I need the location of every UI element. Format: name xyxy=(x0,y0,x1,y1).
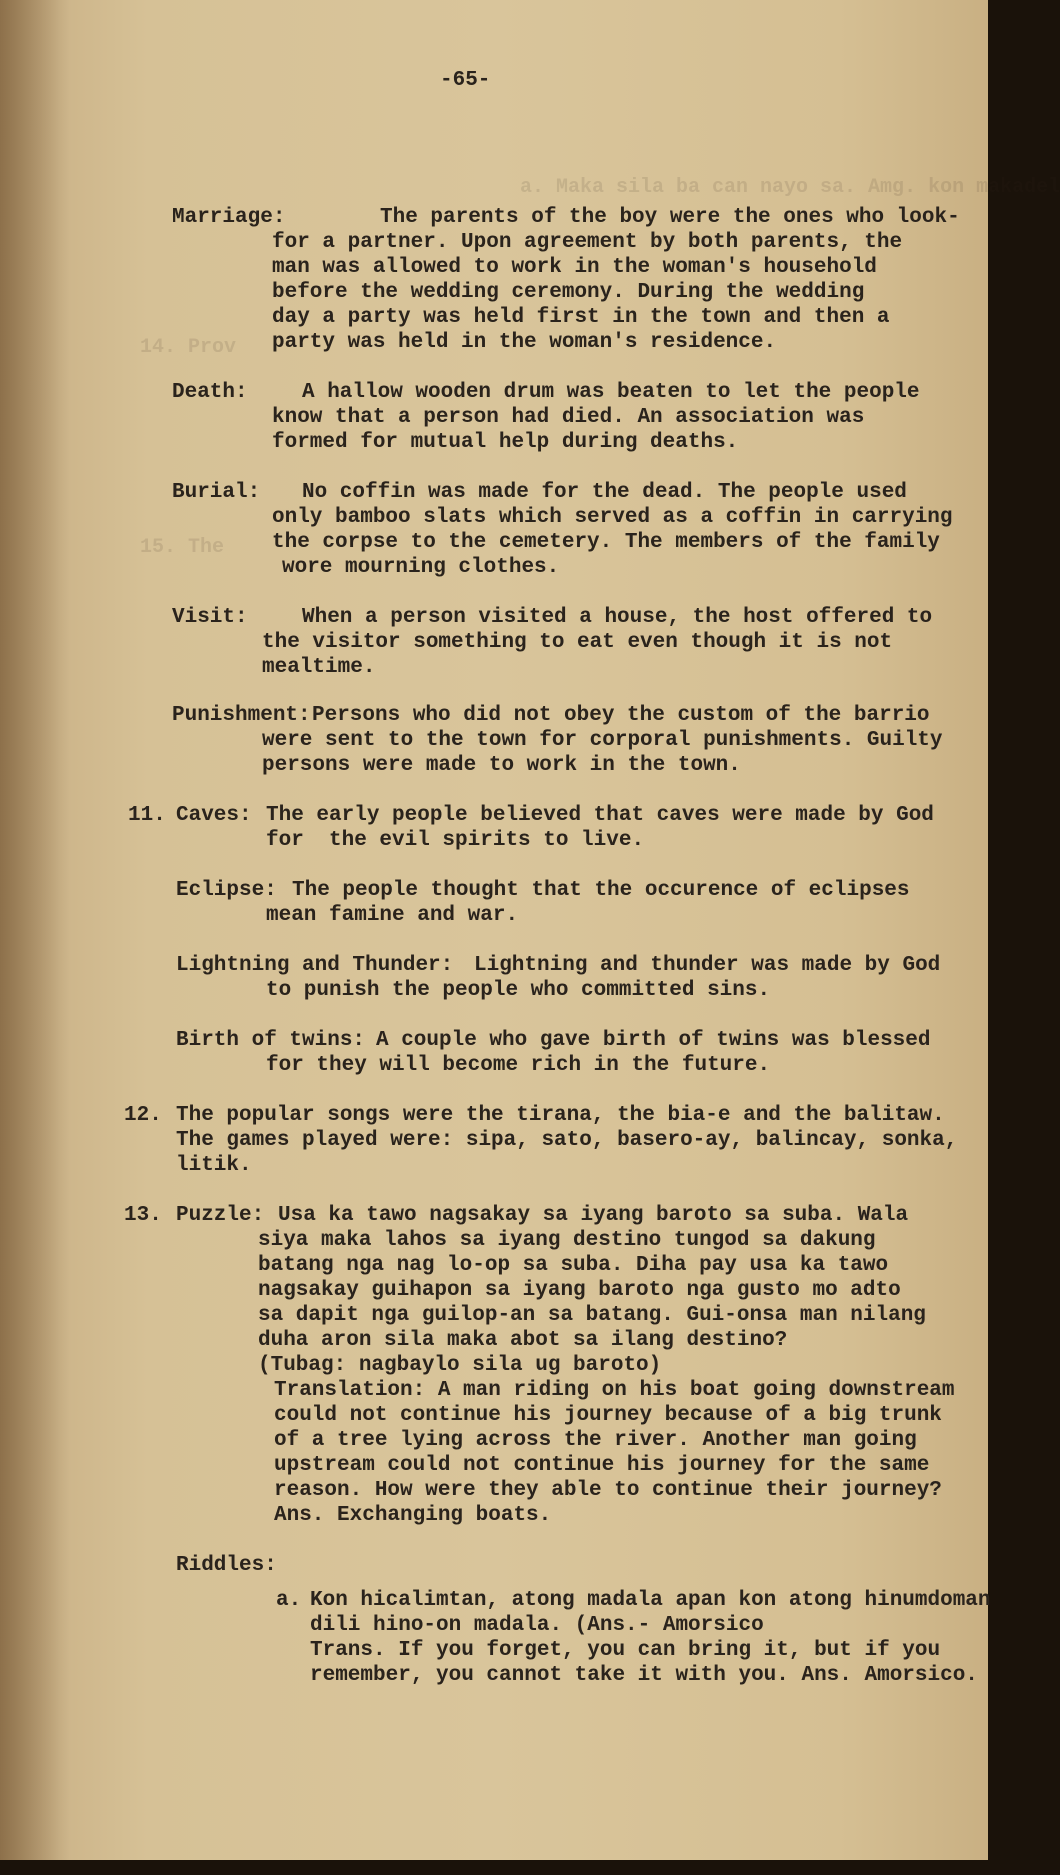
puzzle-line: batang nga nag lo-op sa suba. Diha pay usa ka tawo xyxy=(258,1254,889,1277)
page-number: -65- xyxy=(440,69,491,92)
puzzle-line: siya maka lahos sa iyang destino tungod sa dakung xyxy=(258,1229,876,1252)
belief-line: mean famine and war. xyxy=(266,904,519,927)
custom-label-marriage: Marriage: xyxy=(172,206,286,229)
bleed-through-text: a. Maka sila ba can nayo sa. Amg. kon makadel xyxy=(520,176,1060,199)
belief-line: for the evil spirits to live. xyxy=(266,829,645,852)
belief-line: The people thought that the occurence of eclipses xyxy=(292,879,910,902)
puzzle-line: sa dapit nga guilop-an sa batang. Gui-onsa man nilang xyxy=(258,1304,926,1327)
custom-line: the visitor something to eat even though it is not xyxy=(262,631,893,654)
translation-line: Translation: A man riding on his boat going downstream xyxy=(274,1379,955,1402)
custom-line: The parents of the boy were the ones who look- xyxy=(380,206,960,229)
custom-line: Persons who did not obey the custom of the barrio xyxy=(312,704,930,727)
belief-line: Lightning and thunder was made by God xyxy=(474,954,941,977)
custom-line: man was allowed to work in the woman's household xyxy=(272,256,877,279)
translation-line: of a tree lying across the river. Another man going xyxy=(274,1429,917,1452)
belief-line: The early people believed that caves were made by God xyxy=(266,804,934,827)
custom-label-death: Death: xyxy=(172,381,248,404)
custom-line: before the wedding ceremony. During the wedding xyxy=(272,281,865,304)
custom-line: day a party was held first in the town and then a xyxy=(272,306,890,329)
item-12-line: litik. xyxy=(176,1154,252,1177)
riddle-a-marker: a. xyxy=(276,1589,302,1612)
custom-line: A hallow wooden drum was beaten to let the people xyxy=(302,381,920,404)
item-12-line: The popular songs were the tirana, the bia-e and the balitaw. xyxy=(176,1104,945,1127)
belief-label-lightning-thunder: Lightning and Thunder: xyxy=(176,954,454,977)
custom-label-burial: Burial: xyxy=(172,481,261,504)
custom-line: When a person visited a house, the host offered to xyxy=(302,606,933,629)
item-11-number: 11. xyxy=(128,804,166,827)
custom-line: were sent to the town for corporal punishments. Guilty xyxy=(262,729,943,752)
translation-line: could not continue his journey because of a big trunk xyxy=(274,1404,942,1427)
translation-line: upstream could not continue his journey for the same xyxy=(274,1454,930,1477)
belief-label-eclipse: Eclipse: xyxy=(176,879,277,902)
puzzle-answer: (Tubag: nagbaylo sila ug baroto) xyxy=(258,1354,662,1377)
translation-line: Ans. Exchanging boats. xyxy=(274,1504,552,1527)
riddle-line: remember, you cannot take it with you. Ans. Amorsico. xyxy=(310,1664,978,1687)
riddle-line: Kon hicalimtan, atong madala apan kon atong hinumdoman xyxy=(310,1589,991,1612)
belief-label-birth-of-twins: Birth of twins: xyxy=(176,1029,366,1052)
riddles-label: Riddles: xyxy=(176,1554,277,1577)
item-12-line: The games played were: sipa, sato, basero-ay, balincay, sonka, xyxy=(176,1129,958,1152)
custom-label-punishment: Punishment: xyxy=(172,704,311,727)
item-13-number: 13. xyxy=(124,1204,162,1227)
custom-line: party was held in the woman's residence. xyxy=(272,331,777,354)
custom-label-visit: Visit: xyxy=(172,606,248,629)
puzzle-line: nagsakay guihapon sa iyang baroto nga gusto mo adto xyxy=(258,1279,901,1302)
bleed-through-text: 14. Prov xyxy=(140,336,237,359)
custom-line: the corpse to the cemetery. The members of the family xyxy=(272,531,940,554)
custom-line: persons were made to work in the town. xyxy=(262,754,741,777)
page-edge-shadow xyxy=(0,0,70,1860)
custom-line: wore mourning clothes. xyxy=(282,556,560,579)
riddle-line: Trans. If you forget, you can bring it, but if you xyxy=(310,1639,941,1662)
bleed-through-text: 15. The xyxy=(140,536,225,559)
custom-line: know that a person had died. An association was xyxy=(272,406,865,429)
puzzle-line: Usa ka tawo nagsakay sa iyang baroto sa suba. Wala xyxy=(278,1204,909,1227)
belief-line: to punish the people who committed sins. xyxy=(266,979,771,1002)
puzzle-line: duha aron sila maka abot sa ilang destino? xyxy=(258,1329,788,1352)
translation-line: reason. How were they able to continue their journey? xyxy=(274,1479,942,1502)
custom-line: only bamboo slats which served as a coffin in carrying xyxy=(272,506,953,529)
custom-line: mealtime. xyxy=(262,656,376,679)
puzzle-label: Puzzle: xyxy=(176,1204,265,1227)
riddle-line: dili hino-on madala. (Ans.- Amorsico xyxy=(310,1614,764,1637)
belief-line: A couple who gave birth of twins was blessed xyxy=(376,1029,931,1052)
item-12-number: 12. xyxy=(124,1104,162,1127)
custom-line: No coffin was made for the dead. The people used xyxy=(302,481,907,504)
custom-line: for a partner. Upon agreement by both parents, the xyxy=(272,231,903,254)
belief-line: for they will become rich in the future. xyxy=(266,1054,771,1077)
belief-label-caves: Caves: xyxy=(176,804,252,827)
custom-line: formed for mutual help during deaths. xyxy=(272,431,739,454)
